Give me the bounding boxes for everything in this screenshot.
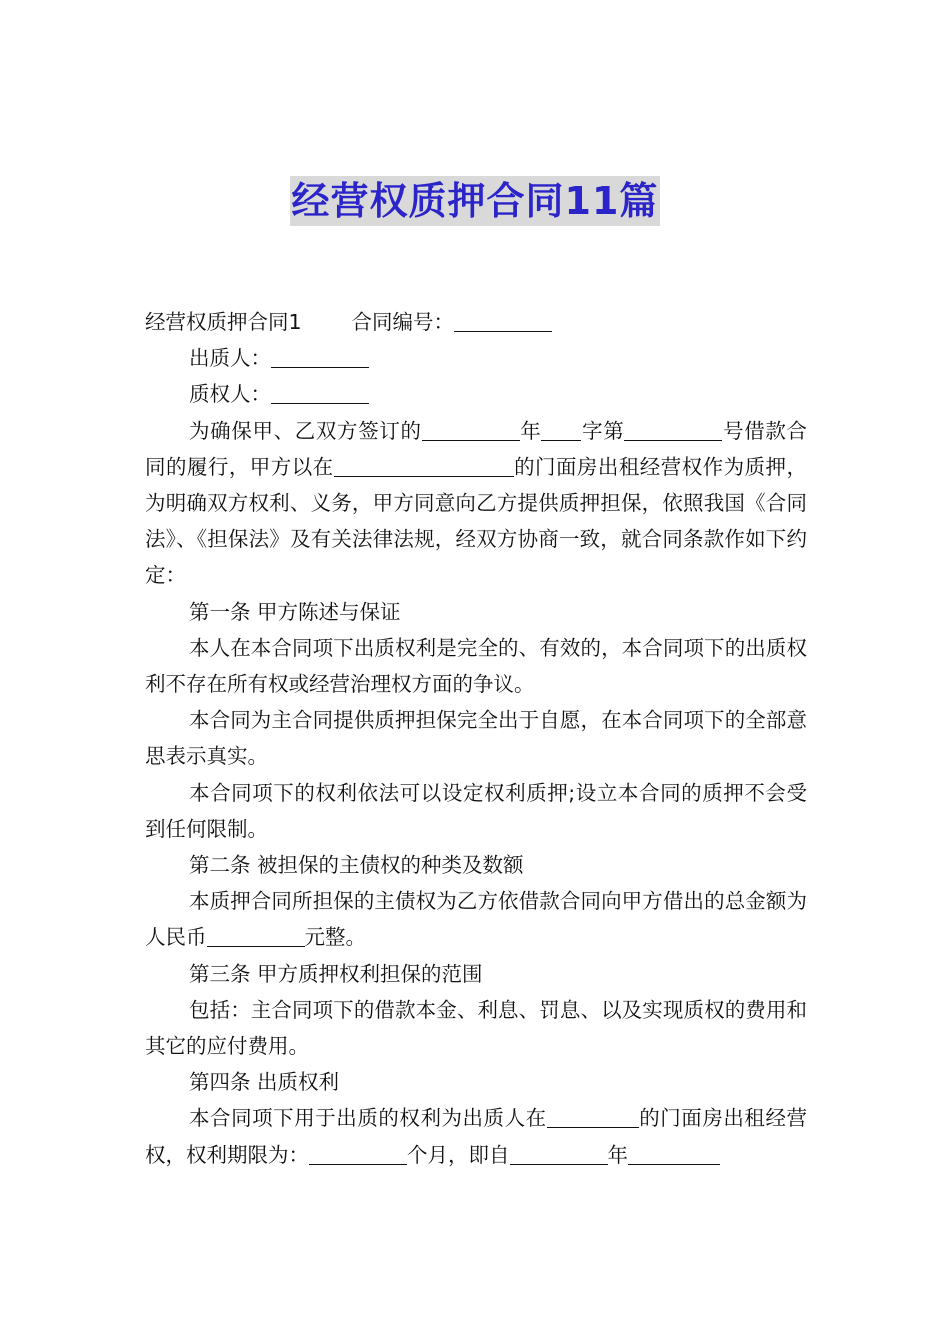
article4-text-c: 个月，即自: [407, 1142, 510, 1167]
title-container: [0, 176, 950, 226]
intro-text-c: 字第: [581, 418, 625, 443]
article4-text-b: 的门面房出租经营权，权利期限为：: [145, 1106, 808, 1167]
pledgee-line: [145, 376, 807, 412]
document-body: [145, 304, 807, 1173]
contract-number-label: 合同编号：: [351, 310, 455, 334]
document-title: 经营权质押合同11篇: [290, 176, 661, 226]
number-blank: [624, 418, 722, 441]
article2-heading: 第二条 被担保的主债权的种类及数额: [189, 853, 524, 878]
article2-paragraph: [145, 883, 807, 955]
article1-paragraph3: 本合同项下的权利依法可以设定权利质押;设立本合同的质押不会受到任何限制。: [145, 780, 807, 841]
article3-heading: 第三条 甲方质押权利担保的范围: [189, 961, 483, 986]
pledgor-line: [145, 340, 807, 376]
pledgor-label: 出质人：: [189, 346, 271, 371]
pledgee-label: 质权人：: [189, 382, 271, 407]
article2-text-a: 本质押合同所担保的主债权为乙方依借款合同向甲方借出的总金额为人民币: [145, 889, 807, 950]
intro-text-b: 年: [519, 418, 542, 443]
intro-paragraph: [145, 413, 807, 594]
article4-paragraph: [145, 1100, 807, 1172]
article1-heading: 第一条 甲方陈述与保证: [189, 599, 401, 624]
intro-text-d: 号借款合同的履行，甲方以在: [145, 418, 808, 479]
article4-text-a: 本合同项下用于出质的权利为出质人在: [189, 1106, 547, 1131]
word-blank: [541, 418, 581, 441]
article1-paragraph2: 本合同为主合同提供质押担保完全出于自愿，在本合同项下的全部意思表示真实。: [145, 708, 807, 769]
trailing-blank: [628, 1142, 720, 1165]
months-blank: [309, 1142, 407, 1165]
article4-heading: 第四条 出质权利: [189, 1070, 340, 1095]
start-year-blank: [510, 1142, 608, 1165]
article1-paragraph1: 本人在本合同项下出质权利是完全的、有效的，本合同项下的出质权利不存在所有权或经营治理权方面的争议。: [145, 635, 807, 697]
contract-name: 经营权质押合同1: [145, 310, 302, 334]
contract-header-line: [145, 304, 807, 340]
article2-text-b: 元整。: [304, 925, 366, 950]
article4-text-d: 年: [607, 1142, 628, 1167]
contract-number-blank: [454, 309, 552, 332]
year-blank: [422, 418, 520, 441]
pledgor-blank: [271, 345, 369, 368]
intro-text-a: 为确保甲、乙双方签订的: [189, 418, 422, 443]
amount-blank: [207, 924, 305, 947]
intro-text-e: 的门面房出租经营权作为质押，为明确双方权利、义务，甲方同意向乙方提供质押担保，依照我国《合同法》、《担保法》及有关法律法规，经双方协商一致，就合同条款作如下约定：: [145, 454, 807, 588]
article3-paragraph: 包括：主合同项下的借款本金、利息、罚息、以及实现质权的费用和其它的应付费用。: [145, 997, 807, 1059]
pledge-location-blank: [547, 1105, 639, 1128]
pledgee-blank: [271, 381, 369, 404]
location-blank: [334, 454, 514, 477]
